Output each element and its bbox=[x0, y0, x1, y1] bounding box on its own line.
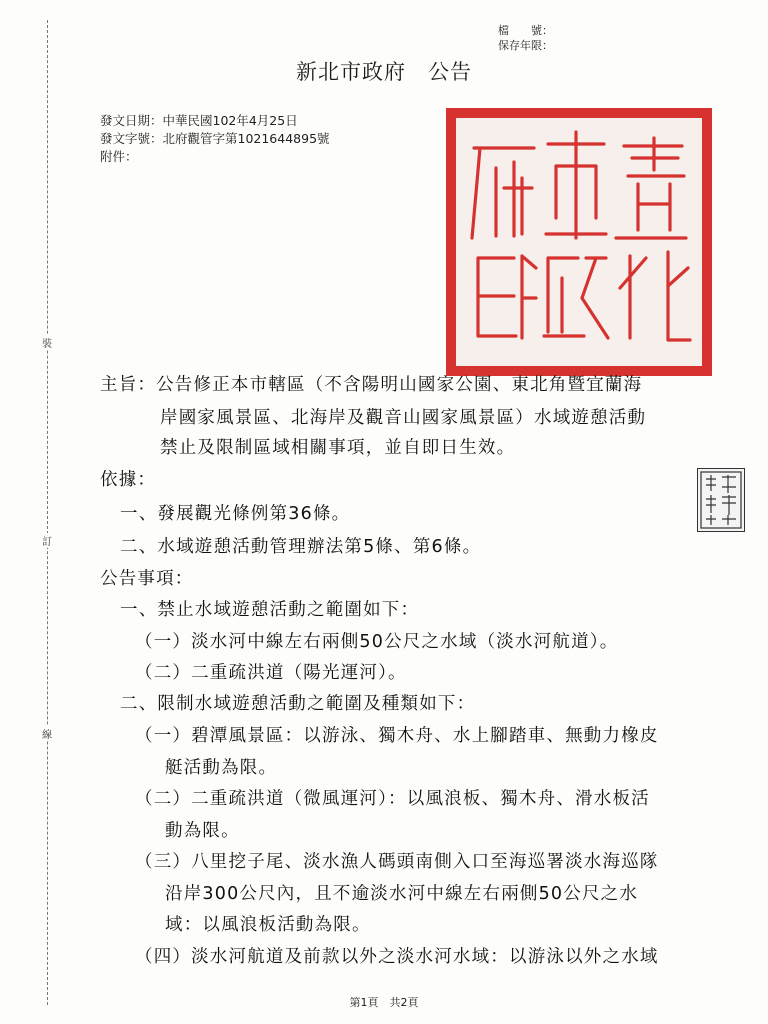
basis-item-1: 一、發展觀光條例第36條。 bbox=[120, 504, 351, 524]
restricted-area-3-line-3: 域：以風浪板活動為限。 bbox=[165, 915, 371, 935]
file-number-label: 檔 號： bbox=[498, 24, 553, 37]
restricted-area-1-line-1: （一）碧潭風景區：以游泳、獨木舟、水上腳踏車、無動力橡皮 bbox=[135, 726, 659, 746]
page-footer: 第1頁 共2頁 bbox=[349, 996, 419, 1009]
seal-glyphs-icon bbox=[456, 118, 702, 366]
binding-mark-ding: 訂 bbox=[38, 533, 56, 548]
basis-item-2: 二、水域遊憩活動管理辦法第5條、第6條。 bbox=[120, 537, 482, 557]
binding-line bbox=[47, 20, 48, 1005]
official-seal bbox=[446, 108, 712, 376]
agency-stamp bbox=[697, 468, 745, 532]
restricted-area-1-line-2: 艇活動為限。 bbox=[165, 758, 278, 778]
restricted-area-3-line-1: （三）八里挖子尾、淡水漁人碼頭南側入口至海巡署淡水海巡隊 bbox=[135, 852, 659, 872]
restricted-area-2-line-1: （二）二重疏洪道（微風運河）：以風浪板、獨木舟、滑水板活 bbox=[135, 789, 650, 809]
restricted-area-4-line-1: （四）淡水河航道及前款以外之淡水河水域：以游泳以外之水域 bbox=[135, 947, 659, 967]
restricted-area-2-line-2: 動為限。 bbox=[165, 821, 240, 841]
issue-date: 發文日期：中華民國102年4月25日 bbox=[100, 113, 298, 128]
subject-line-1: 主旨：公告修正本市轄區（不含陽明山國家公園、東北角暨宜蘭海 bbox=[100, 375, 643, 395]
prohibited-area-1: （一）淡水河中線左右兩側50公尺之水域（淡水河航道）。 bbox=[135, 632, 619, 652]
document-number: 發文字號：北府觀管字第1021644895號 bbox=[100, 131, 330, 146]
announcement-item-1: 一、禁止水域遊憩活動之範圍如下： bbox=[120, 600, 420, 620]
subject-line-2: 岸國家風景區、北海岸及觀音山國家風景區）水域遊憩活動 bbox=[160, 408, 647, 428]
attachment-label: 附件： bbox=[100, 149, 138, 164]
page-title: 新北市政府 公告 bbox=[296, 60, 472, 84]
announcement-item-2: 二、限制水域遊憩活動之範圍及種類如下： bbox=[120, 694, 476, 714]
basis-heading: 依據： bbox=[100, 470, 157, 490]
prohibited-area-2: （二）二重疏洪道（陽光運河）。 bbox=[135, 663, 407, 683]
restricted-area-3-line-2: 沿岸300公尺內，且不逾淡水河中線左右兩側50公尺之水 bbox=[165, 884, 639, 904]
binding-mark-zhuang: 裝 bbox=[38, 335, 56, 350]
agency-stamp-icon bbox=[698, 469, 744, 531]
subject-line-3: 禁止及限制區域相關事項，並自即日生效。 bbox=[160, 438, 516, 458]
retention-label: 保存年限： bbox=[498, 39, 553, 52]
binding-mark-xian: 線 bbox=[38, 726, 56, 741]
announcement-heading: 公告事項： bbox=[100, 569, 194, 589]
